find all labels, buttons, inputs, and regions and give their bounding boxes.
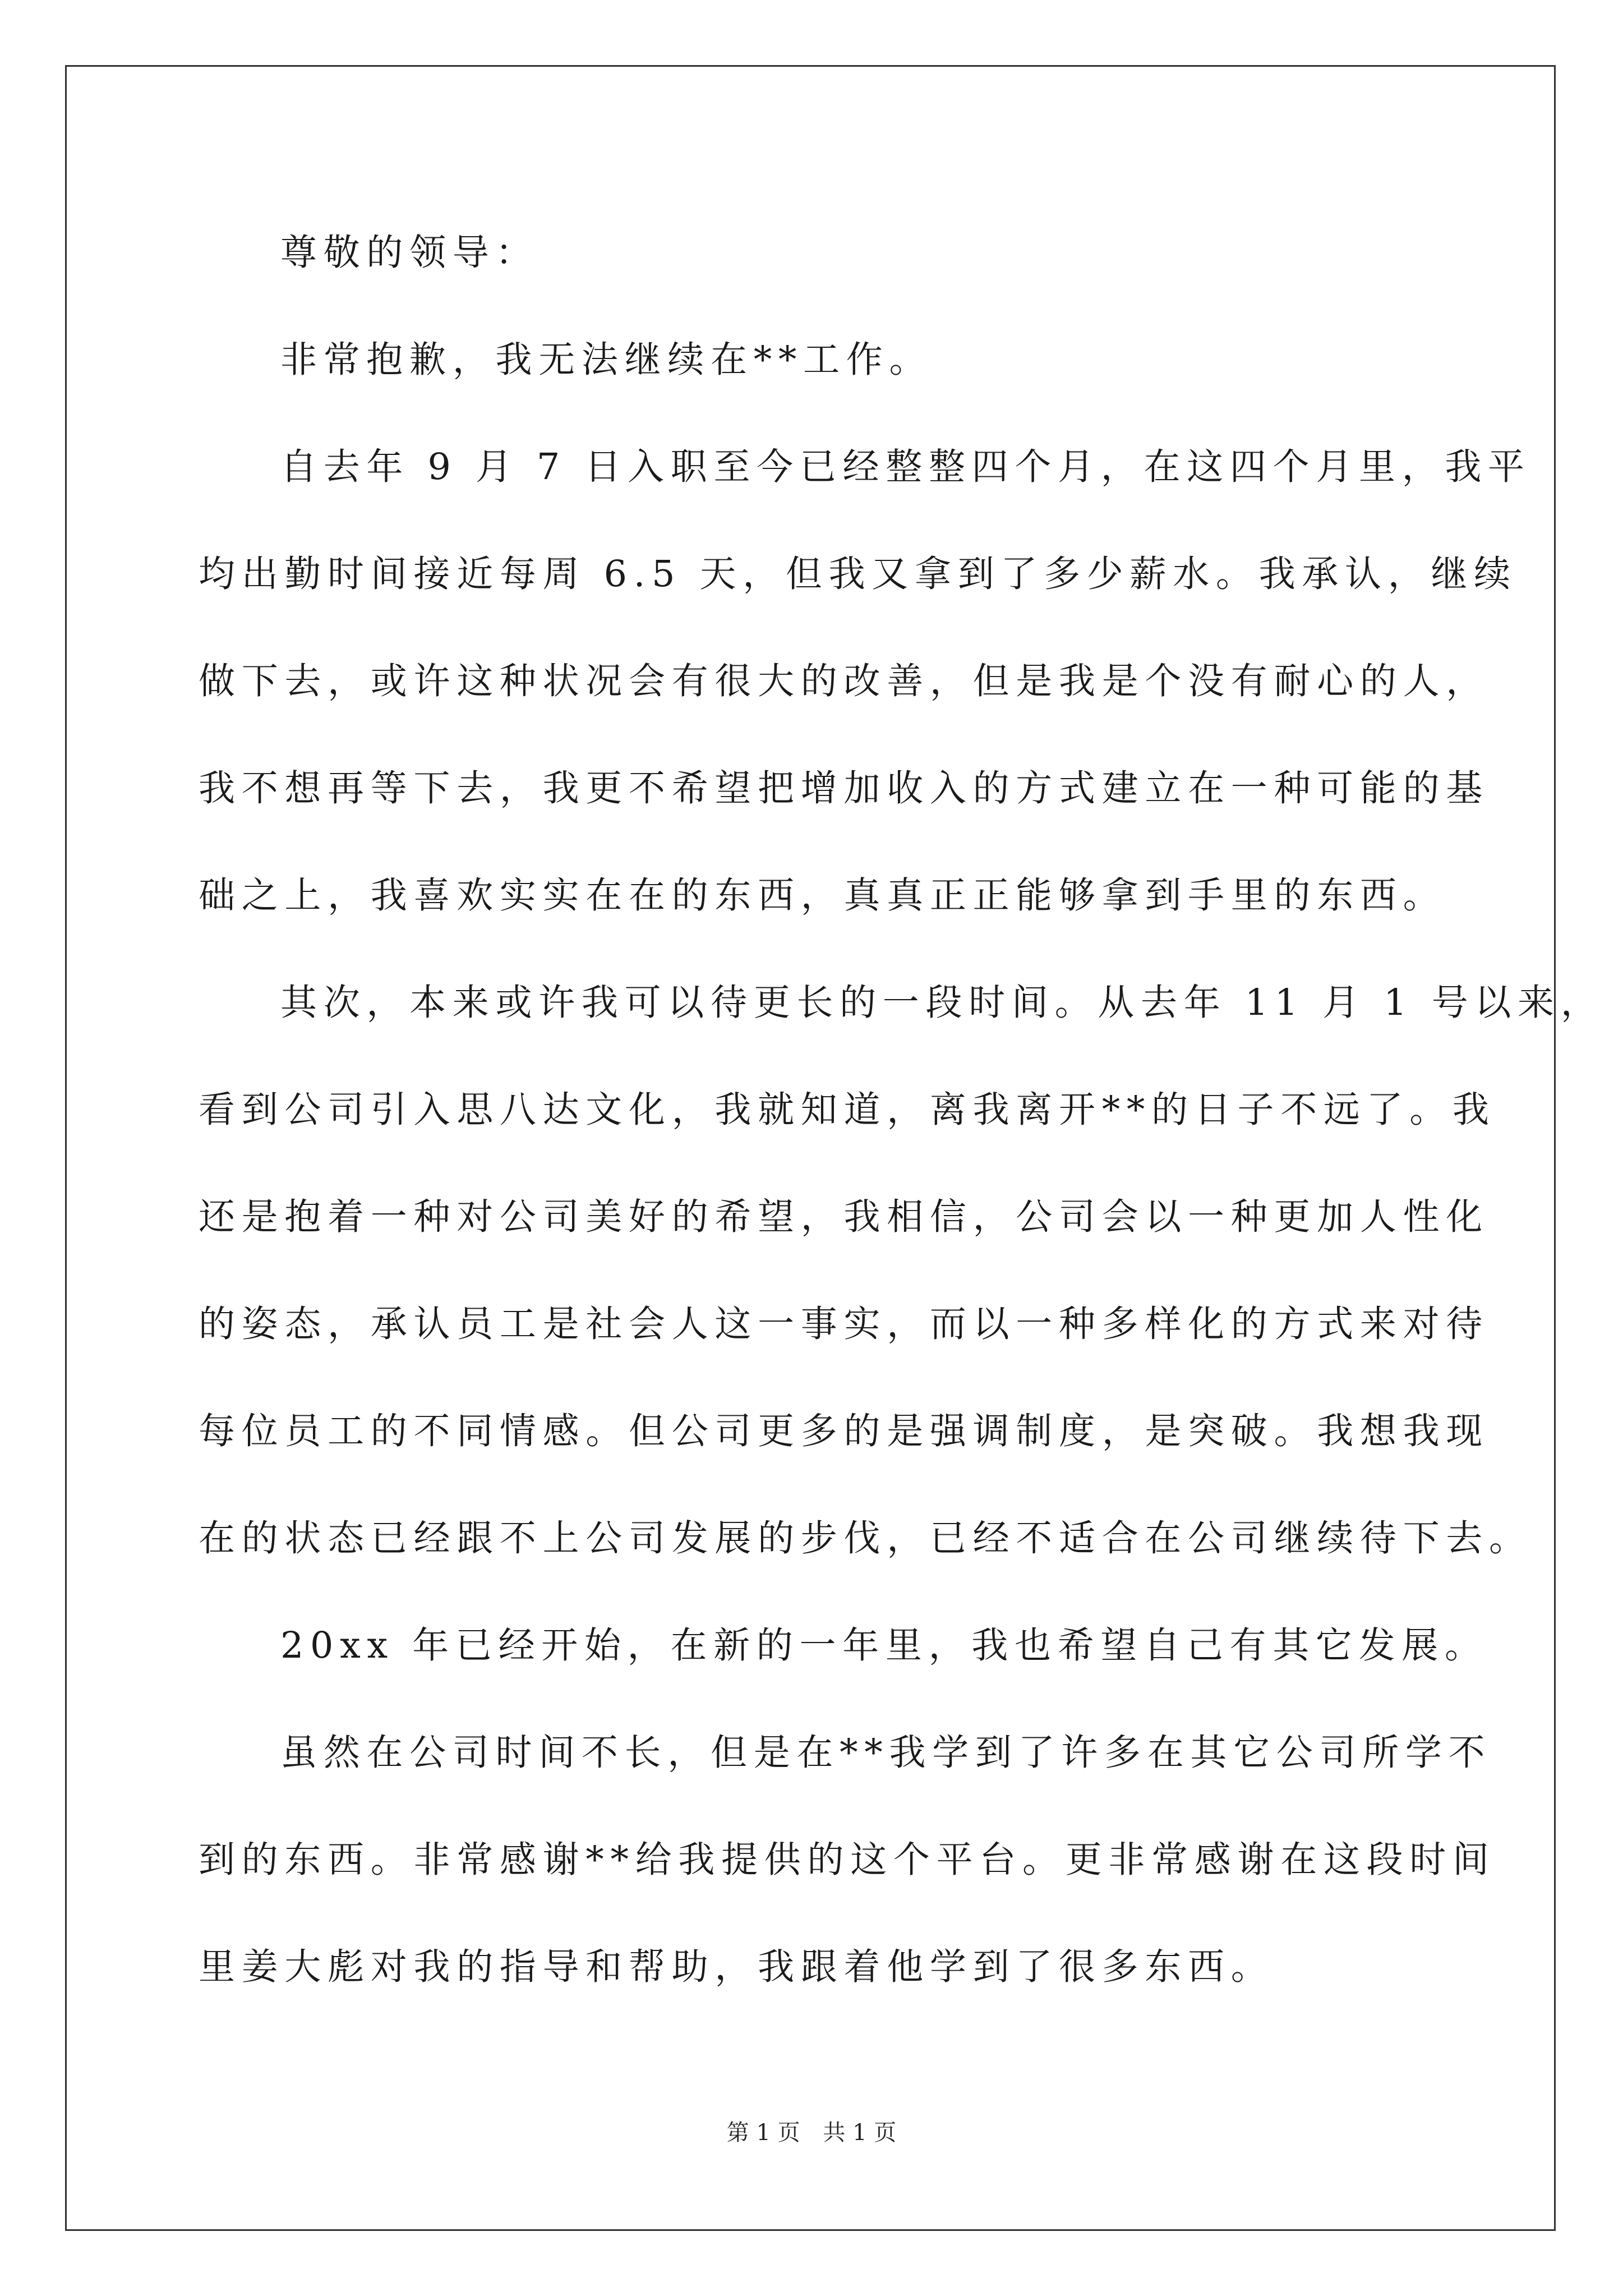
paragraph-3-line-6: 在的状态已经跟不上公司发展的步伐，已经不适合在公司继续待下去。 — [199, 1517, 1532, 1559]
paragraph-3-line-5: 每位员工的不同情感。但公司更多的是强调制度，是突破。我想我现 — [199, 1410, 1490, 1452]
paragraph-2-line-4: 我不想再等下去，我更不希望把增加收入的方式建立在一种可能的基 — [199, 767, 1490, 809]
paragraph-2-line-5: 础之上，我喜欢实实在在的东西，真真正正能够拿到手里的东西。 — [199, 875, 1446, 917]
paragraph-3-line-1: 其次，本来或许我可以待更长的一段时间。从去年 11 月 1 号以来， — [280, 982, 1604, 1024]
paragraph-2-line-1: 自去年 9 月 7 日入职至今已经整整四个月，在这四个月里，我平 — [280, 446, 1531, 488]
paragraph-5-line-1: 虽然在公司时间不长，但是在**我学到了许多在其它公司所学不 — [280, 1732, 1492, 1774]
paragraph-3-line-4: 的姿态，承认员工是社会人这一事实，而以一种多样化的方式来对待 — [199, 1303, 1490, 1345]
paragraph-2-line-3: 做下去，或许这种状况会有很大的改善，但是我是个没有耐心的人， — [199, 660, 1490, 702]
letter-greeting: 尊敬的领导： — [280, 232, 539, 274]
paragraph-3-line-3: 还是抱着一种对公司美好的希望，我相信，公司会以一种更加人性化 — [199, 1196, 1490, 1238]
paragraph-5-line-2: 到的东西。非常感谢**给我提供的这个平台。更非常感谢在这段时间 — [199, 1839, 1496, 1881]
paragraph-1-line-1: 非常抱歉，我无法继续在**工作。 — [280, 339, 933, 381]
paragraph-4-line-1: 20xx 年已经开始，在新的一年里，我也希望自己有其它发展。 — [280, 1625, 1488, 1667]
paragraph-2-line-2: 均出勤时间接近每周 6.5 天，但我又拿到了多少薪水。我承认，继续 — [199, 553, 1517, 595]
page-footer — [0, 2115, 1623, 2147]
page-border — [65, 65, 1556, 2231]
page-number-total: 共 1 页 — [823, 2120, 897, 2146]
paragraph-3-line-2: 看到公司引入思八达文化，我就知道，离我离开**的日子不远了。我 — [199, 1089, 1496, 1131]
paragraph-5-line-3: 里姜大彪对我的指导和帮助，我跟着他学到了很多东西。 — [199, 1946, 1274, 1988]
page-number-current: 第 1 页 — [726, 2120, 800, 2146]
